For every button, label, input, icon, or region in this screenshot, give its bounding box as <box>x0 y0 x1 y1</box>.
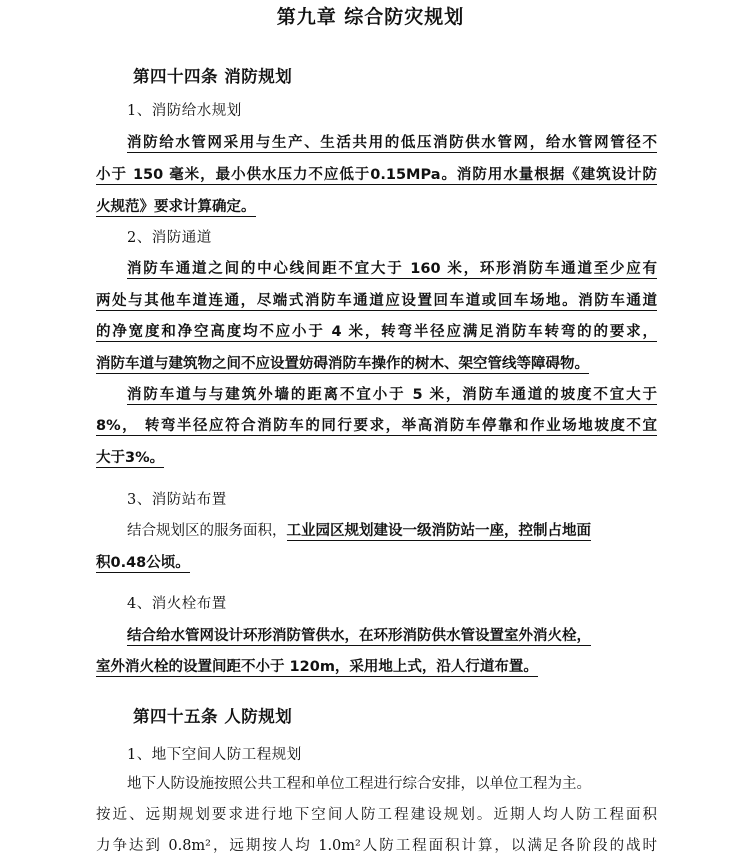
article-45-title: 第四十五条 人防规划 <box>133 707 293 726</box>
paragraph-line: 消防车通道之间的中心线间距不宜大于 160 米，环形消防车通道至少应有 <box>127 261 657 277</box>
paragraph-line: 小于 150 毫米，最小供水压力不应低于0.15MPa。消防用水量根据《建筑设计防 <box>96 167 657 183</box>
section-1-heading: 1、消防给水规划 <box>127 103 242 119</box>
paragraph-line: 的净宽度和净空高度均不应小于 4 米，转弯半径应满足消防车转弯的的要求， <box>96 324 657 340</box>
paragraph-line: 火规范》要求计算确定。 <box>96 199 256 215</box>
article-44-title: 第四十四条 消防规划 <box>133 67 293 86</box>
paragraph-line: 消防车道与建筑物之间不应设置妨碍消防车操作的树木、架空管线等障碍物。 <box>96 356 589 372</box>
paragraph-line: 结合规划区的服务面积，工业园区规划建设一级消防站一座，控制占地面 <box>127 523 591 539</box>
paragraph-line: 按近、远期规划要求进行地下空间人防工程建设规划。近期人均人防工程面积 <box>96 807 657 823</box>
paragraph-line: 室外消火栓的设置间距不小于 120m，采用地上式，沿人行道布置。 <box>96 659 538 675</box>
chapter-title: 第九章 综合防灾规划 <box>276 6 465 28</box>
paragraph-line: 结合给水管网设计环形消防管供水，在环形消防供水管设置室外消火栓， <box>127 628 591 644</box>
section-4-heading: 4、消火栓布置 <box>127 596 227 612</box>
section-1-heading: 1、地下空间人防工程规划 <box>127 747 302 763</box>
paragraph-line: 消防车道与与建筑外墙的距离不宜小于 5 米，消防车通道的坡度不宜大于 <box>127 387 657 403</box>
paragraph-line: 积0.48公顷。 <box>96 555 190 571</box>
paragraph-line: 大于3%。 <box>96 450 165 466</box>
section-3-heading: 3、消防站布置 <box>127 492 227 508</box>
paragraph-line: 力争达到 0.8m²，远期按人均 1.0m²人防工程面积计算，以满足各阶段的战时 <box>96 838 657 854</box>
paragraph-line: 消防给水管网采用与生产、生活共用的低压消防供水管网，给水管网管径不 <box>127 135 657 151</box>
paragraph-line: 8%， 转弯半径应符合消防车的同行要求，举高消防车停靠和作业场地坡度不宜 <box>96 418 657 434</box>
paragraph-line: 地下人防设施按照公共工程和单位工程进行综合安排，以单位工程为主。 <box>127 776 591 792</box>
section-2-heading: 2、消防通道 <box>127 230 212 246</box>
paragraph-line: 两处与其他车道连通，尽端式消防车通道应设置回车道或回车场地。消防车通道 <box>96 293 657 309</box>
